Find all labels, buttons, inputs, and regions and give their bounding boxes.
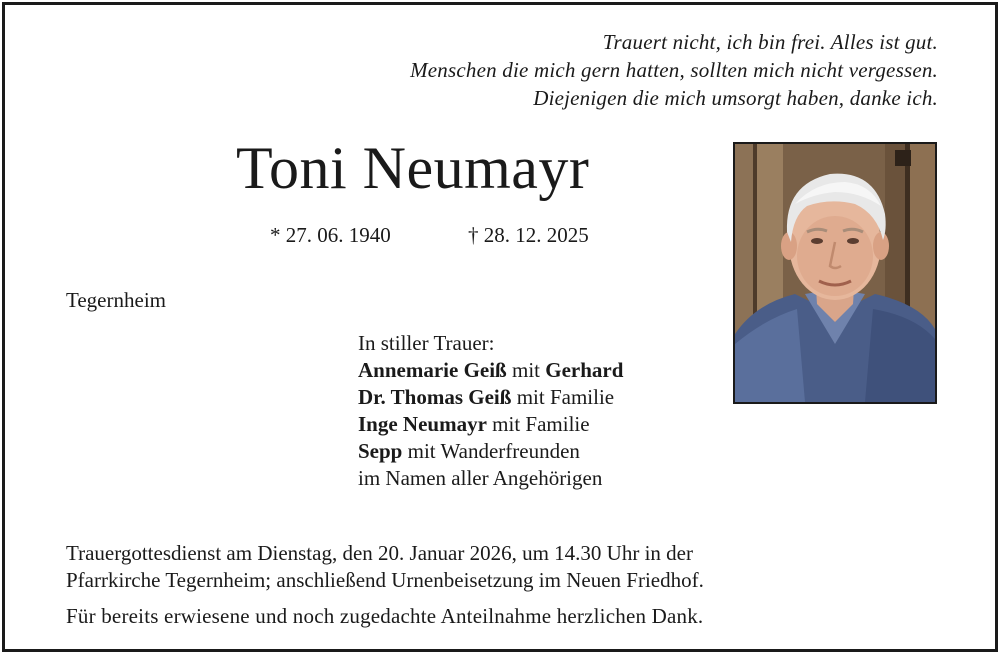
service-line: Trauergottesdienst am Dienstag, den 20. Januar 2026, um 14.30 Uhr in der bbox=[66, 541, 693, 565]
mourners-block bbox=[358, 330, 623, 492]
mourner-relation: mit bbox=[506, 358, 546, 382]
mourners-closing: im Namen aller Angehörigen bbox=[358, 466, 603, 490]
deceased-name: Toni Neumayr bbox=[236, 135, 590, 201]
mourner-name: Dr. Thomas Geiß bbox=[358, 385, 512, 409]
mourner-row bbox=[358, 357, 623, 384]
quote-line: Diejenigen die mich umsorgt haben, danke ich. bbox=[533, 86, 938, 110]
portrait-illustration bbox=[735, 144, 935, 402]
mourner-name: Inge Neumayr bbox=[358, 412, 487, 436]
quote-line: Trauert nicht, ich bin frei. Alles ist gut. bbox=[602, 30, 938, 54]
service-line: Pfarrkirche Tegernheim; anschließend Urnenbeisetzung im Neuen Friedhof. bbox=[66, 568, 704, 592]
mourner-row bbox=[358, 438, 623, 465]
mourner-relation: mit Familie bbox=[486, 412, 590, 436]
mourner-row bbox=[358, 384, 623, 411]
quote-line: Menschen die mich gern hatten, sollten mich nicht vergessen. bbox=[410, 58, 938, 82]
mourner-name: Annemarie Geiß bbox=[358, 358, 507, 382]
mourner-partner: Gerhard bbox=[545, 358, 624, 382]
mourner-row bbox=[358, 411, 623, 438]
mourner-relation: mit Familie bbox=[511, 385, 615, 409]
home-town: Tegernheim bbox=[66, 288, 166, 312]
death-date: † 28. 12. 2025 bbox=[468, 223, 589, 247]
memorial-quote bbox=[410, 28, 938, 112]
mourners-intro: In stiller Trauer: bbox=[358, 331, 495, 355]
service-info bbox=[66, 540, 704, 594]
birth-date: * 27. 06. 1940 bbox=[270, 223, 391, 247]
portrait-photo bbox=[733, 142, 937, 404]
mourner-name: Sepp bbox=[358, 439, 403, 463]
mourner-relation: mit Wanderfreunden bbox=[402, 439, 580, 463]
thanks-line: Für bereits erwiesene und noch zugedachte Anteilnahme herzlichen Dank. bbox=[66, 604, 704, 628]
